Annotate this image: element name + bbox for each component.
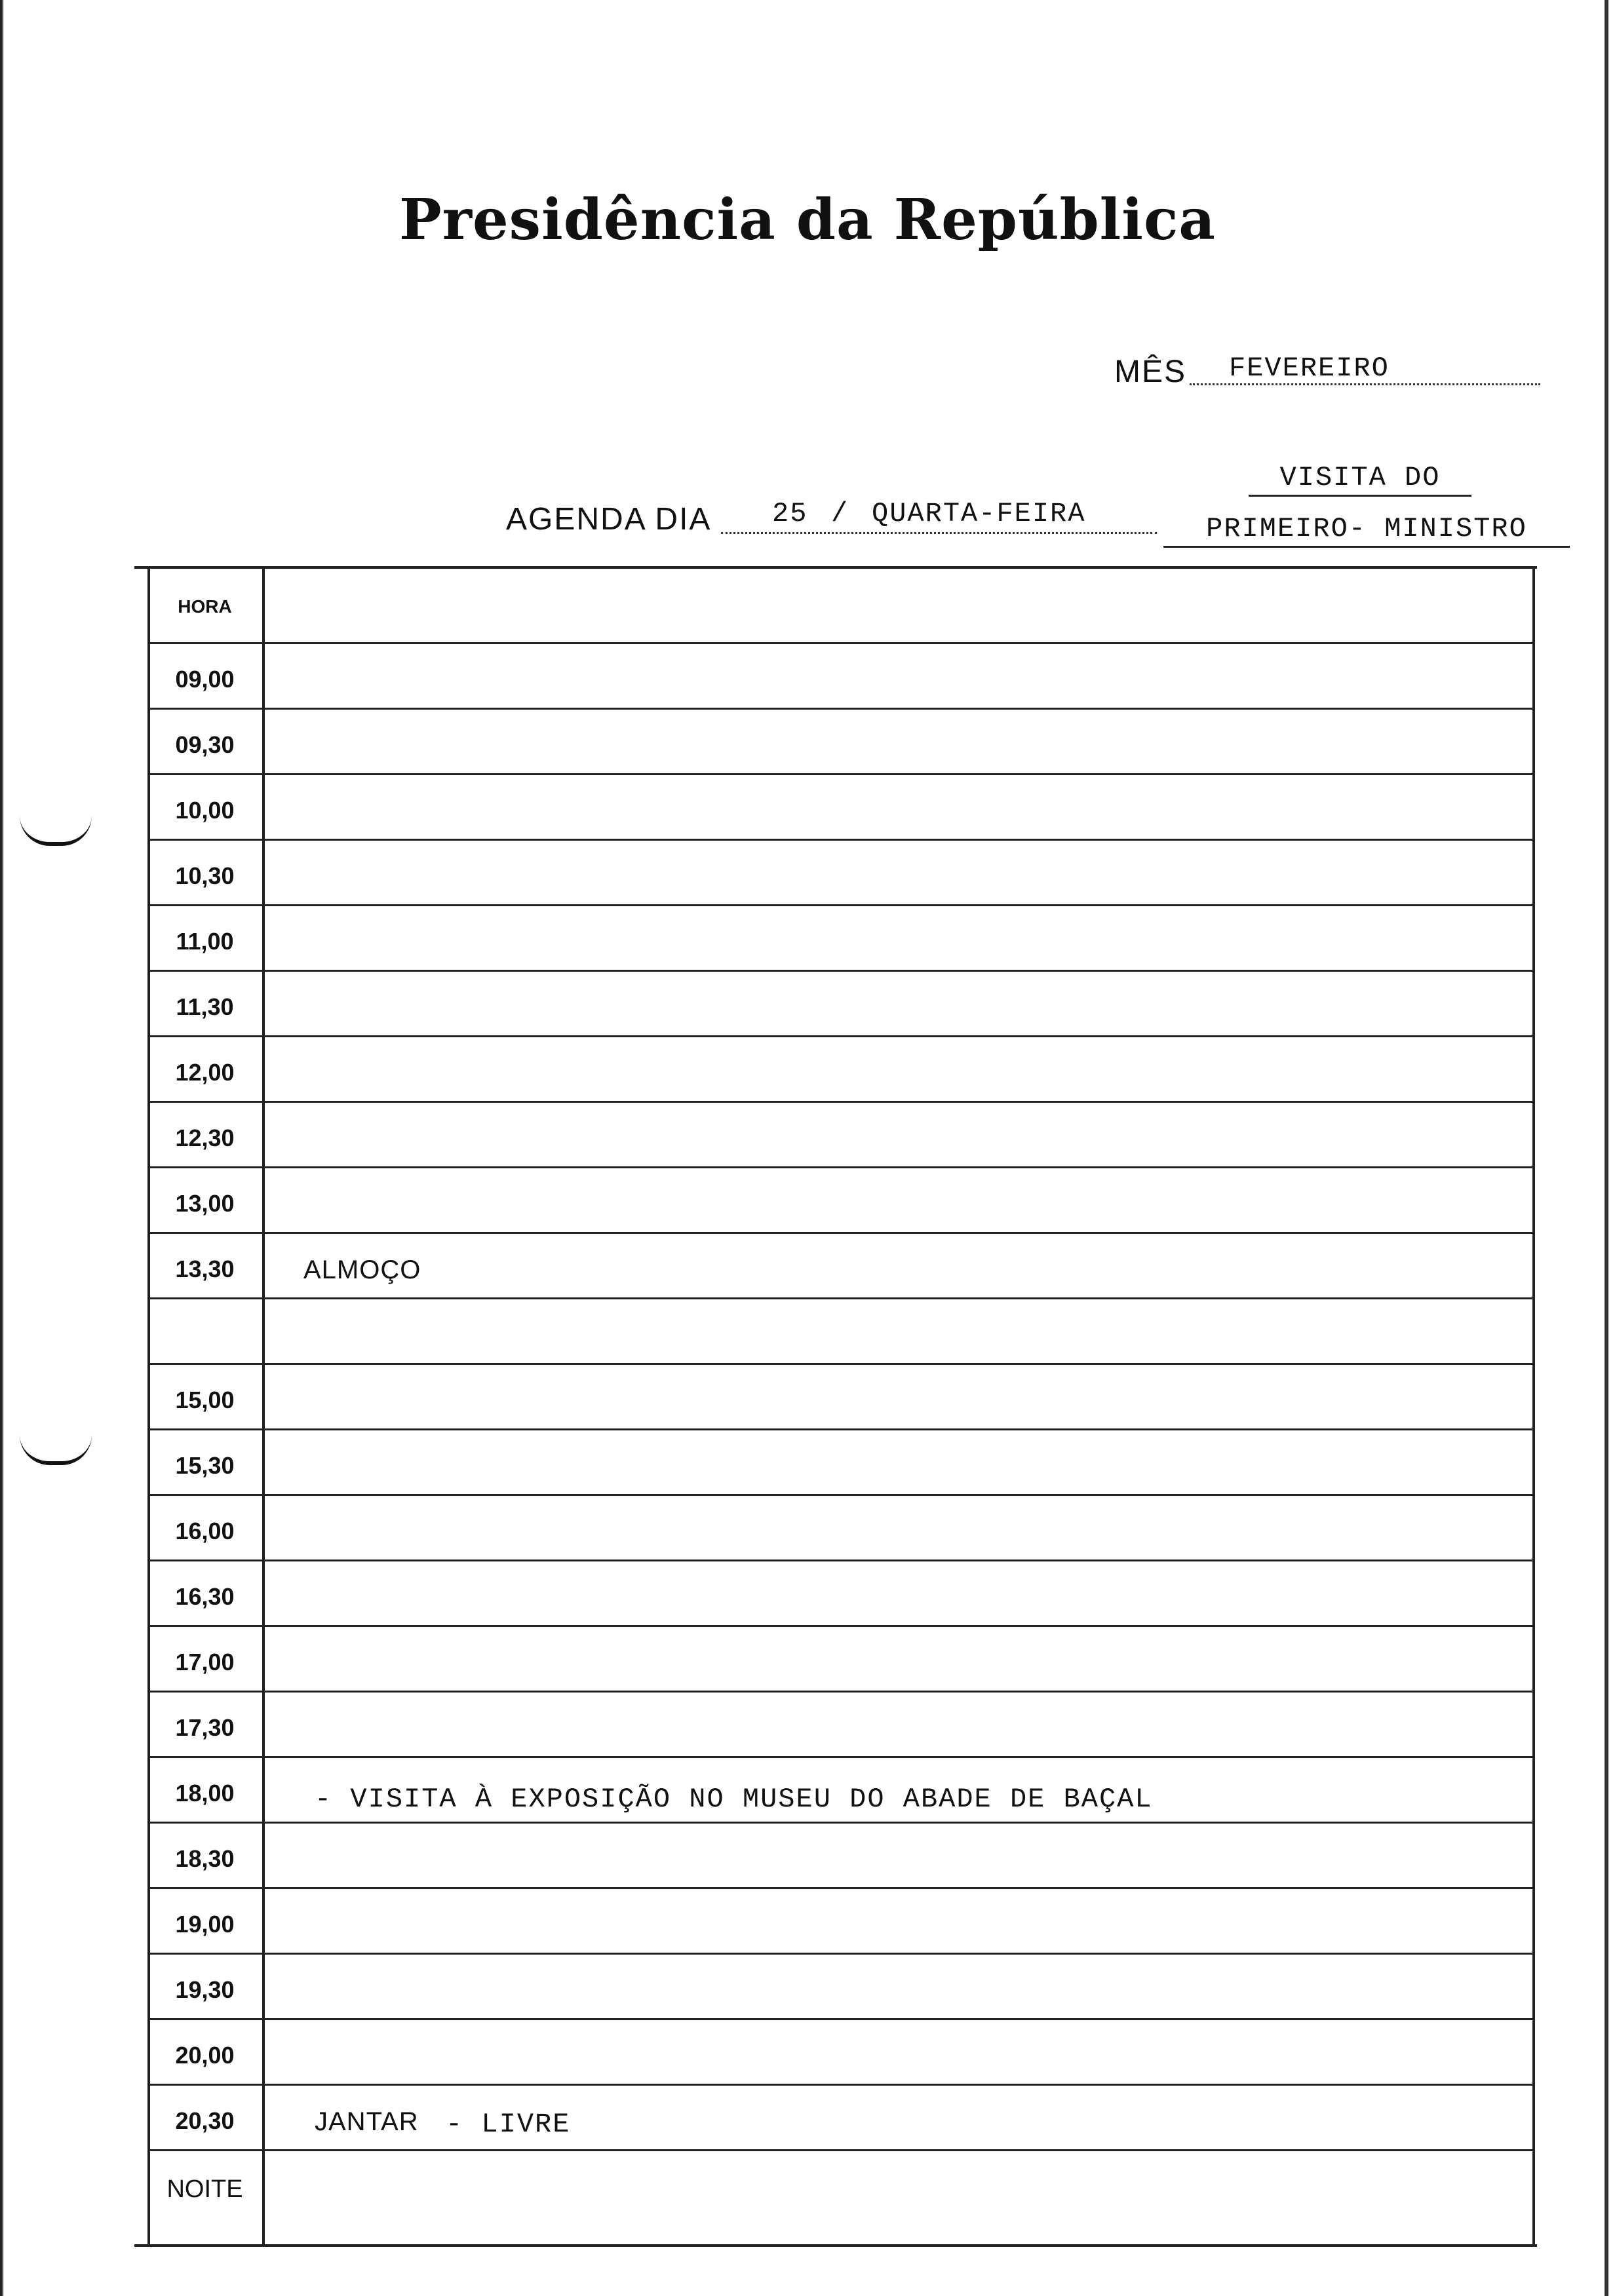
table-row: [147, 1232, 1535, 1299]
agenda-dotted-line: [721, 532, 1157, 534]
agenda-entry-detail: - LIVRE: [446, 2109, 571, 2140]
table-row: [147, 1428, 1535, 1496]
table-row: [147, 839, 1535, 906]
table-row: [147, 1822, 1535, 1889]
hour-cell: 10,30: [175, 862, 235, 889]
table-row: [147, 970, 1535, 1037]
hour-cell: 09,00: [175, 666, 235, 693]
page-title: Presidência da República: [399, 187, 1216, 253]
page-edge-right: [1605, 0, 1608, 2296]
hour-cell: 11,00: [176, 928, 234, 955]
hour-cell: 20,00: [175, 2042, 235, 2069]
agenda-table: [134, 566, 1537, 2247]
agenda-day-number: 25: [772, 498, 808, 529]
table-row: [147, 2149, 1535, 2242]
agenda-entry: - VISITA À EXPOSIÇÃO NO MUSEU DO ABADE DE BAÇAL: [315, 1784, 1153, 1815]
binder-mark-top: [20, 816, 92, 846]
agenda-day-label: AGENDA DIA: [506, 502, 712, 537]
hour-cell: 17,00: [175, 1649, 235, 1675]
hour-cell: 15,00: [175, 1387, 235, 1413]
agenda-entry: ALMOÇO: [303, 1255, 421, 1284]
table-row: [147, 1363, 1535, 1430]
table-row: [147, 1756, 1535, 1824]
hour-cell: 11,30: [176, 993, 234, 1020]
hour-cell: 17,30: [175, 1714, 235, 1741]
hour-cell: 18,00: [175, 1780, 235, 1807]
hour-cell: 13,30: [175, 1255, 235, 1282]
hour-cell: 13,00: [175, 1190, 235, 1217]
binder-mark-bottom: [20, 1435, 92, 1465]
hour-cell: 12,30: [175, 1124, 235, 1151]
agenda-entry-label: JANTAR: [315, 2107, 419, 2136]
hour-cell: 15,30: [175, 1452, 235, 1479]
table-row: [147, 1494, 1535, 1561]
table-row: [147, 1953, 1535, 2020]
hour-cell: 10,00: [175, 797, 235, 824]
hour-cell: 18,30: [175, 1845, 235, 1872]
table-row: [147, 2018, 1535, 2086]
table-row: [147, 708, 1535, 775]
hour-cell: 16,00: [175, 1518, 235, 1544]
table-row: [147, 1691, 1535, 1758]
table-row: [147, 773, 1535, 841]
table-row: [147, 1101, 1535, 1168]
table-row: [147, 642, 1535, 710]
visit-title-line1: VISITA DO: [1249, 462, 1471, 497]
hour-column-header: HORA: [178, 596, 232, 617]
table-row: [147, 1559, 1535, 1627]
hour-cell: 20,30: [175, 2107, 235, 2134]
hour-cell: NOITE: [166, 2175, 243, 2203]
table-row: [147, 1297, 1535, 1365]
hour-cell: 09,30: [175, 731, 235, 758]
month-value: FEVEREIRO: [1229, 353, 1390, 384]
visit-title-line2: PRIMEIRO- MINISTRO: [1163, 513, 1570, 548]
hour-cell: 16,30: [175, 1583, 235, 1610]
table-row: [147, 1035, 1535, 1103]
hour-cell: 12,00: [175, 1059, 235, 1086]
hour-cell: 19,30: [175, 1976, 235, 2003]
table-row: [147, 2084, 1535, 2151]
table-row: [147, 1887, 1535, 1955]
month-label: MÊS: [1114, 354, 1187, 389]
table-header-row: [147, 569, 1535, 644]
hour-cell: 19,00: [175, 1911, 235, 1938]
page-edge-left: [0, 0, 4, 2296]
agenda-day-separator: /: [831, 498, 849, 529]
agenda-weekday: QUARTA-FEIRA: [872, 498, 1086, 529]
table-row: [147, 904, 1535, 972]
table-row: [147, 1166, 1535, 1234]
table-row: [147, 1625, 1535, 1693]
